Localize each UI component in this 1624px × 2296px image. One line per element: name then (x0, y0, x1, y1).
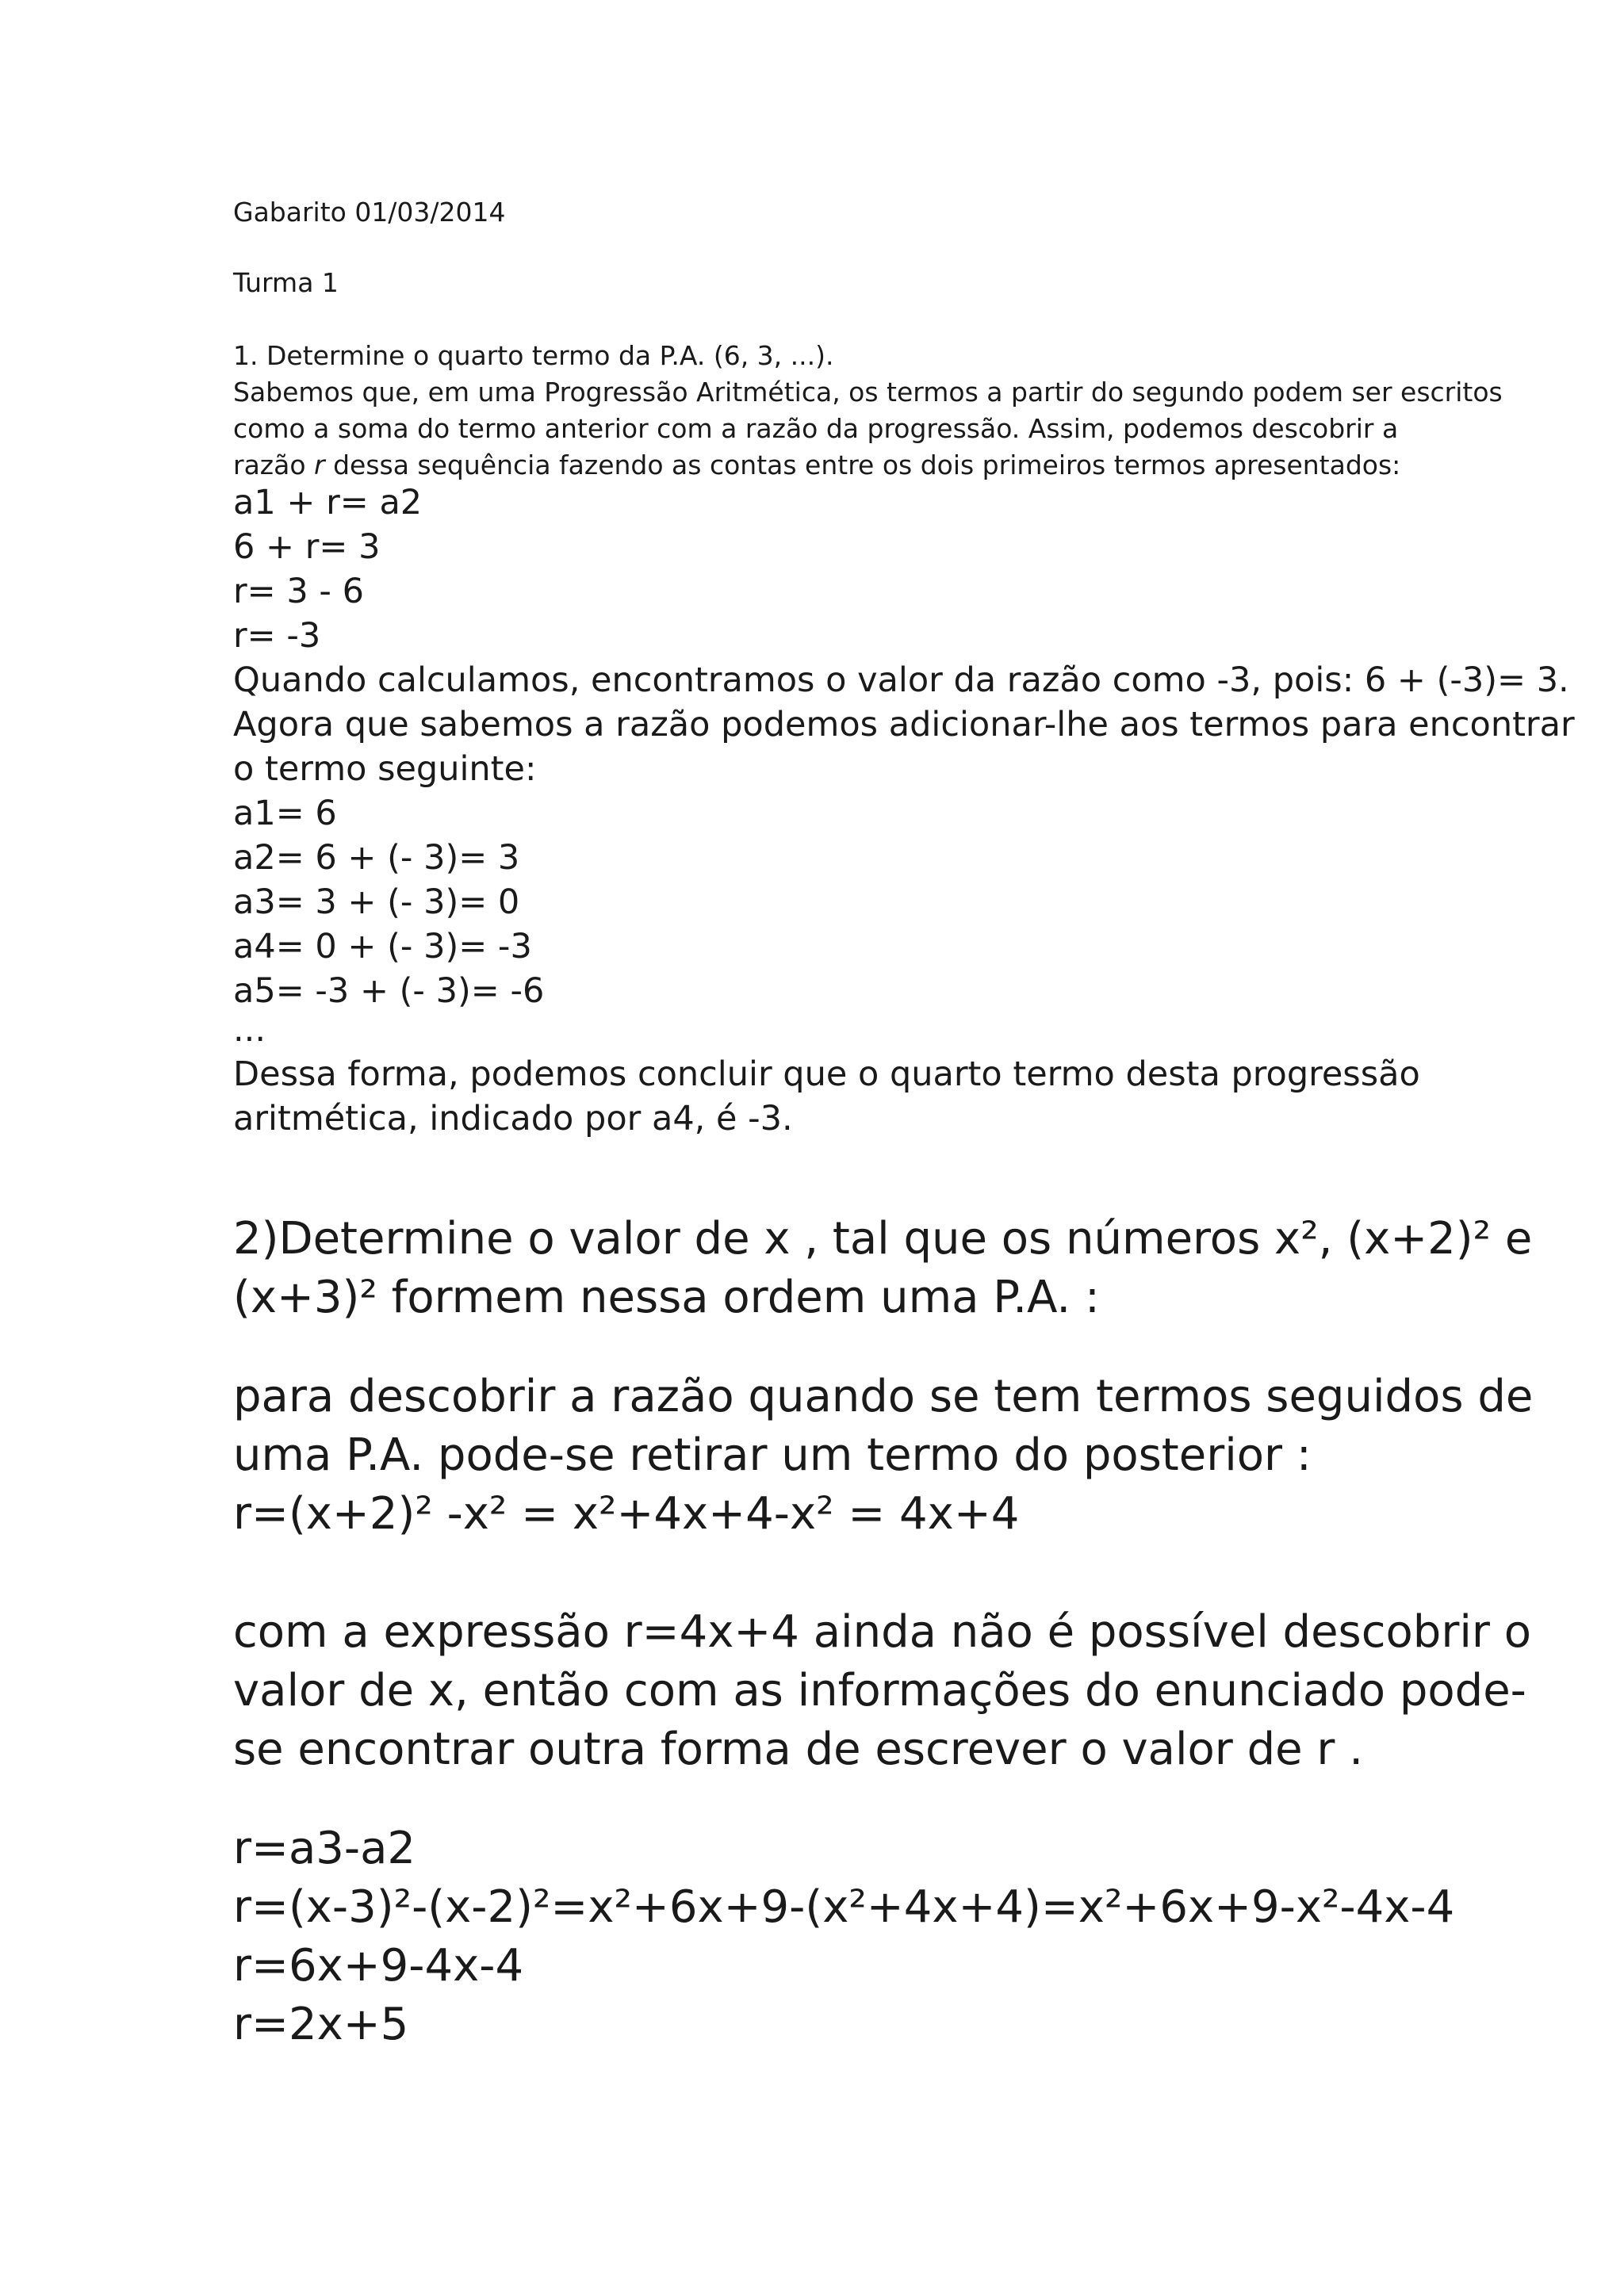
q1-text-line: o termo seguinte: (233, 749, 537, 789)
q1-term-line: a5= -3 + (- 3)= -6 (233, 971, 545, 1011)
text-run: dessa sequência fazendo as contas entre os dois primeiros termos apresentados: (324, 450, 1401, 480)
variable-r: r (314, 450, 325, 480)
q1-text-line: Agora que sabemos a razão podemos adicionar-lhe aos termos para encontrar (233, 705, 1575, 744)
q1-calc-line: a1 + r= a2 (233, 483, 423, 522)
q1-text-line: Quando calculamos, encontramos o valor da razão como -3, pois: 6 + (-3)= 3. (233, 660, 1569, 700)
q2-paragraph-line: para descobrir a razão quando se tem termos seguidos de (233, 1371, 1534, 1422)
q2-paragraph-line: se encontrar outra forma de escrever o valor de r . (233, 1724, 1364, 1775)
q1-conclusion-line: Dessa forma, podemos concluir que o quarto termo desta progressão (233, 1054, 1420, 1094)
q1-intro-line: como a soma do termo anterior com a razão da progressão. Assim, podemos descobrir a (233, 413, 1399, 444)
q1-ellipsis: ... (233, 1010, 266, 1050)
question-1-statement: 1. Determine o quarto termo da P.A. (6, 3, ...). (233, 340, 834, 371)
q2-final-line: r=(x-3)²-(x-2)²=x²+6x+9-(x²+4x+4)=x²+6x+9-x²-4x-4 (233, 1881, 1455, 1933)
q1-calc-line: r= -3 (233, 616, 321, 656)
q1-calc-line: 6 + r= 3 (233, 527, 381, 567)
q1-term-line: a4= 0 + (- 3)= -3 (233, 927, 532, 966)
q1-intro-line (233, 446, 1400, 484)
q1-term-line: a3= 3 + (- 3)= 0 (233, 882, 520, 922)
q2-final-line: r=a3-a2 (233, 1823, 416, 1874)
q1-term-line: a2= 6 + (- 3)= 3 (233, 838, 520, 878)
q2-paragraph-line: uma P.A. pode-se retirar um termo do posterior : (233, 1429, 1312, 1481)
q2-paragraph-line: com a expressão r=4x+4 ainda não é possível descobrir o (233, 1606, 1531, 1658)
q2-final-line: r=6x+9-4x-4 (233, 1940, 524, 1992)
q1-intro-line: Sabemos que, em uma Progressão Aritmética, os termos a partir do segundo podem ser escritos (233, 377, 1503, 408)
text-run: razão (233, 450, 315, 480)
q1-term-line: a1= 6 (233, 794, 337, 833)
class-label: Turma 1 (233, 267, 339, 298)
question-2-statement: (x+3)² formem nessa ordem uma P.A. : (233, 1272, 1100, 1323)
q2-final-line: r=2x+5 (233, 1999, 409, 2050)
document-date: Gabarito 01/03/2014 (233, 197, 506, 228)
q1-calc-line: r= 3 - 6 (233, 572, 364, 611)
q2-equation-line: r=(x+2)² -x² = x²+4x+4-x² = 4x+4 (233, 1488, 1020, 1540)
q2-paragraph-line: valor de x, então com as informações do enunciado pode- (233, 1665, 1526, 1716)
q1-conclusion-line: aritmética, indicado por a4, é -3. (233, 1099, 793, 1138)
question-2-statement: 2)Determine o valor de x , tal que os números x², (x+2)² e (233, 1213, 1533, 1265)
